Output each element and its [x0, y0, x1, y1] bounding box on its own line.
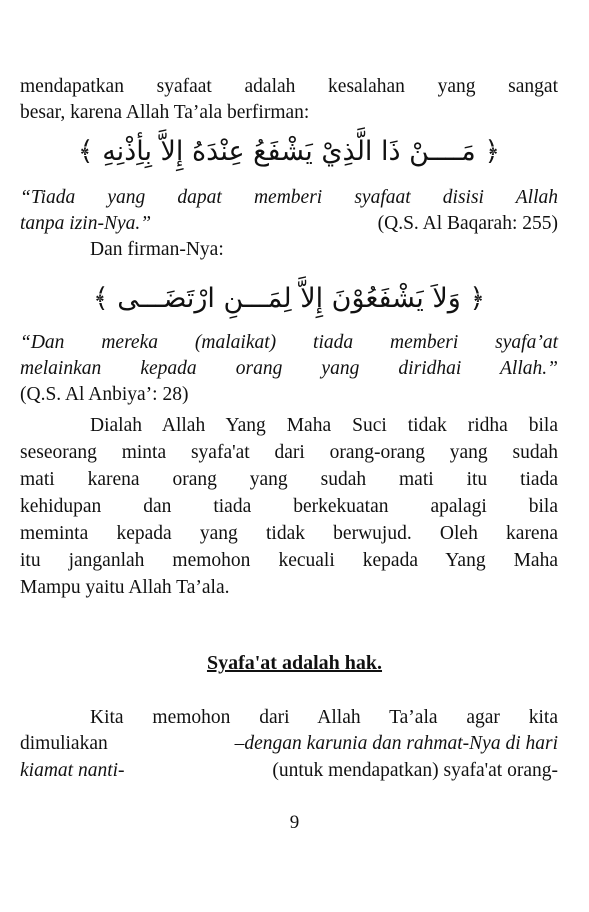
page-number: 9: [289, 812, 300, 833]
text-line: itu janganlah memohon kecuali kepada Yang Maha: [20, 550, 558, 571]
text-line: [20, 758, 558, 784]
text-line: Dan firman-Nya:: [90, 239, 224, 260]
text-line: besar, karena Allah Ta’ala berfirman:: [20, 102, 310, 123]
text-fragment: dimuliakan: [20, 733, 108, 754]
text-line: Dialah Allah Yang Maha Suci tidak ridha bila: [90, 415, 558, 436]
arabic-verse: ﴿ مَــــنْ ذَا الَّذِيْ يَشْفَعُ عِنْدَهُ إِلاَّ بِأِذْنِهِ ﴾: [77, 136, 501, 167]
text-line: seseorang minta syafa'at dari orang-orang yang sudah: [20, 442, 558, 463]
translation-line: [20, 211, 558, 237]
text-line: mati karena orang yang sudah mati itu tiada: [20, 469, 558, 490]
translation-line: “Dan mereka (malaikat) tiada memberi syafa’at: [20, 332, 558, 353]
text-fragment: kiamat nanti-: [20, 760, 125, 781]
text-fragment: (untuk mendapatkan) syafa'at orang-: [272, 760, 558, 781]
text-line: Kita memohon dari Allah Ta’ala agar kita: [90, 707, 558, 728]
arabic-verse: ﴿ وَلاَ يَشْفَعُوْنَ إِلاَّ لِمَـــنِ ارْتَضَـــى ﴾: [92, 283, 486, 314]
translation-text: tanpa izin-Nya.”: [20, 213, 152, 234]
text-line: meminta kepada yang tidak berwujud. Oleh karena: [20, 523, 558, 544]
text-line: kehidupan dan tiada berkekuatan apalagi bila: [20, 496, 558, 517]
text-line: [20, 731, 558, 757]
citation: (Q.S. Al Baqarah: 255): [377, 213, 558, 234]
translation-line: “Tiada yang dapat memberi syafaat disisi Allah: [20, 187, 558, 208]
text-line: Mampu yaitu Allah Ta’ala.: [20, 577, 230, 598]
citation: (Q.S. Al Anbiya’: 28): [20, 384, 189, 405]
text-fragment: –dengan karunia dan rahmat-Nya di hari: [234, 733, 558, 754]
translation-line: melainkan kepada orang yang diridhai Allah.”: [20, 358, 558, 379]
section-heading: Syafa'at adalah hak.: [206, 652, 383, 674]
text-line: mendapatkan syafaat adalah kesalahan yang sangat: [20, 76, 558, 97]
